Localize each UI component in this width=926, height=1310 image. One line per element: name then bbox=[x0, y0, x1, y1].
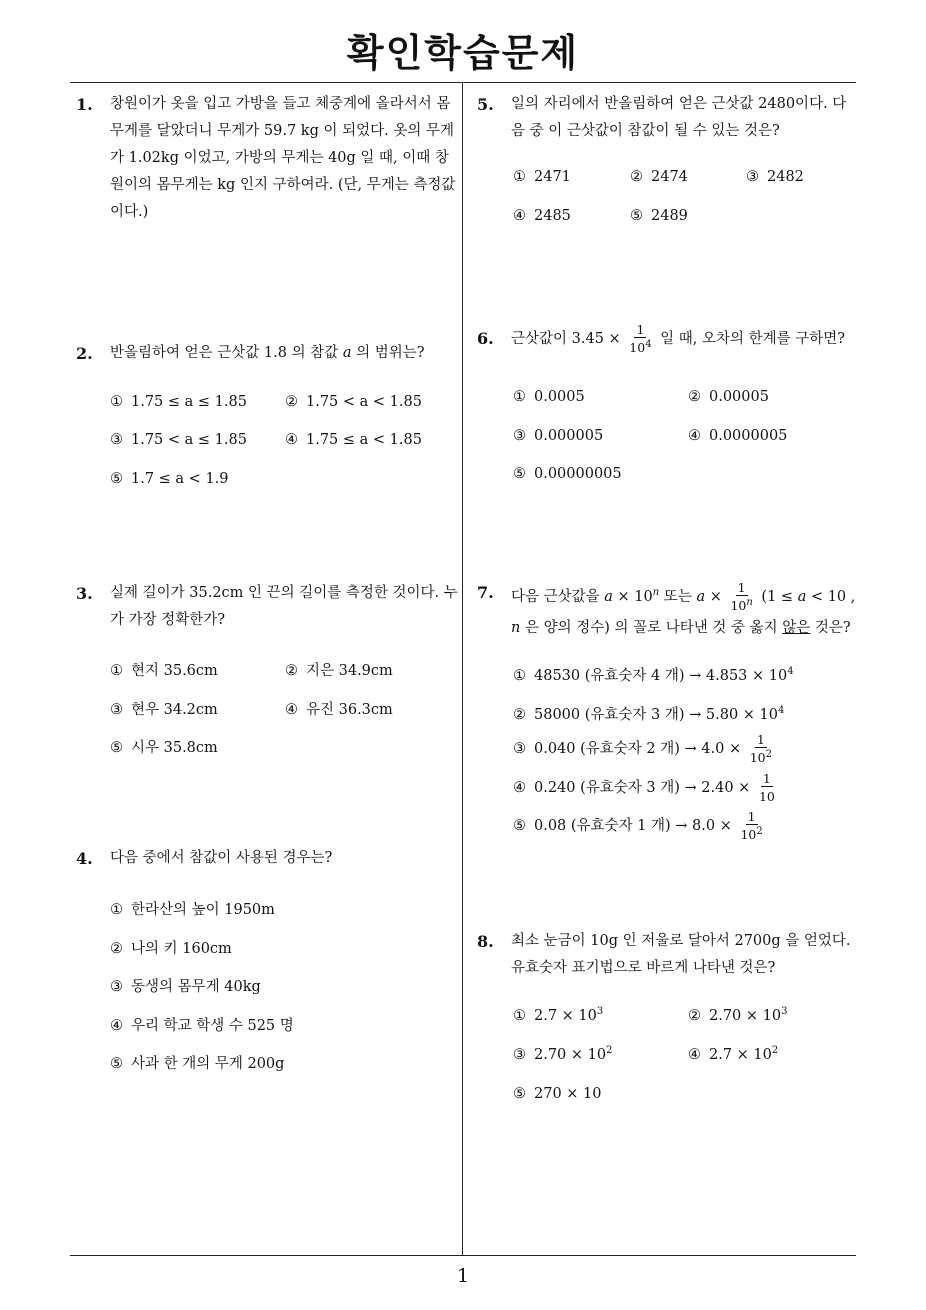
option-5[interactable]: ⑤ 사과 한 개의 무게 200g bbox=[110, 1056, 285, 1072]
option-3[interactable]: ③ 0.000005 bbox=[513, 428, 604, 444]
option-5[interactable]: ⑤ 1.7 ≤ a < 1.9 bbox=[110, 471, 229, 487]
option-2[interactable]: ② 지은 34.9cm bbox=[285, 663, 393, 679]
option-2[interactable]: ② 58000 (유효숫자 3 개) → $5.80 \times 10^4$ bbox=[513, 705, 785, 723]
option-5[interactable]: ⑤ 0.08 (유효숫자 1 개) → 8.0 × $\frac{1}{10^2}$ bbox=[513, 809, 763, 843]
question-text: 실제 길이가 35.2cm 인 끈의 길이를 측정한 것이다. 누가 가장 정확한가? bbox=[110, 585, 458, 628]
option-4[interactable]: ④ 0.240 (유효숫자 3 개) → 2.40 × $\frac{1}{10}$ bbox=[513, 771, 775, 805]
option-4[interactable]: ④ 우리 학교 학생 수 525 명 bbox=[110, 1018, 294, 1034]
question-7 bbox=[477, 578, 859, 643]
page-title: 확인학습문제 bbox=[346, 31, 580, 75]
option-4[interactable]: ④ 2485 bbox=[513, 208, 571, 224]
option-1[interactable]: ① 48530 (유효숫자 4 개) → $4.853 \times 10^4$ bbox=[513, 666, 794, 684]
page-number: 1 bbox=[456, 1265, 470, 1287]
option-1[interactable]: ① 현지 35.6cm bbox=[110, 663, 218, 679]
question-text: 근삿값이 3.45 × $\frac{1}{10^4}$ 일 때, 오차의 한계를 구하면? bbox=[511, 321, 846, 356]
option-1[interactable]: ① 1.75 ≤ a ≤ 1.85 bbox=[110, 394, 247, 410]
question-number: 5. bbox=[477, 95, 494, 114]
option-4[interactable]: ④ 유진 36.3cm bbox=[285, 702, 393, 718]
option-4[interactable]: ④ 1.75 ≤ a < 1.85 bbox=[285, 432, 422, 448]
option-3[interactable]: ③ $2.70 \times 10^2$ bbox=[513, 1045, 613, 1063]
option-2[interactable]: ② 2474 bbox=[630, 169, 688, 185]
question-1 bbox=[76, 91, 458, 226]
option-1[interactable]: ① 한라산의 높이 1950m bbox=[110, 902, 275, 918]
option-4[interactable]: ④ $2.7 \times 10^2$ bbox=[688, 1045, 779, 1063]
column-divider bbox=[462, 83, 463, 1255]
option-5[interactable]: ⑤ 270 × 10 bbox=[513, 1085, 602, 1102]
question-8 bbox=[477, 928, 859, 982]
fraction: $\frac{1}{10^2}$ bbox=[749, 732, 772, 766]
option-1[interactable]: ① 2471 bbox=[513, 169, 571, 185]
question-2 bbox=[76, 340, 458, 367]
question-text: 다음 근삿값을 $a \times 10^n$ 또는 a × $\frac{1}{10^n}$ (1 ≤ a < 10 , n 은 양의 정수) 의 꼴로 나타낸 것 중 옳지 않은 것은? bbox=[511, 579, 856, 636]
question-text: 일의 자리에서 반올림하여 얻은 근삿값 2480이다. 다음 중 이 근삿값이 참값이 될 수 있는 것은? bbox=[511, 96, 847, 139]
question-text: 다음 중에서 참값이 사용된 경우는? bbox=[110, 850, 333, 866]
option-3[interactable]: ③ 2482 bbox=[746, 169, 804, 185]
option-3[interactable]: ③ 0.040 (유효숫자 2 개) → 4.0 × $\frac{1}{10^2}$ bbox=[513, 732, 772, 766]
question-number: 3. bbox=[76, 584, 93, 603]
option-3[interactable]: ③ 동생의 몸무게 40kg bbox=[110, 979, 261, 995]
top-rule bbox=[70, 82, 856, 83]
option-5[interactable]: ⑤ 2489 bbox=[630, 208, 688, 224]
question-4 bbox=[76, 845, 458, 872]
fraction: $\frac{1}{10^4}$ bbox=[629, 321, 652, 356]
option-2[interactable]: ② 0.00005 bbox=[688, 389, 769, 405]
option-5[interactable]: ⑤ 0.00000005 bbox=[513, 466, 622, 482]
question-6 bbox=[477, 322, 859, 356]
option-2[interactable]: ② $2.70 \times 10^3$ bbox=[688, 1006, 788, 1024]
option-1[interactable]: ① $2.7 \times 10^3$ bbox=[513, 1006, 604, 1024]
fraction: $\frac{1}{10^n}$ bbox=[730, 579, 753, 613]
option-1[interactable]: ① 0.0005 bbox=[513, 389, 585, 405]
fraction: $\frac{1}{10}$ bbox=[758, 771, 775, 805]
option-3[interactable]: ③ 현우 34.2cm bbox=[110, 702, 218, 718]
option-4[interactable]: ④ 0.0000005 bbox=[688, 428, 788, 444]
option-5[interactable]: ⑤ 시우 35.8cm bbox=[110, 740, 218, 756]
option-2[interactable]: ② 나의 키 160cm bbox=[110, 941, 232, 957]
question-number: 6. bbox=[477, 329, 494, 348]
question-text: 창원이가 옷을 입고 가방을 들고 체중계에 올라서서 몸무게를 달았더니 무게가 59.7 kg 이 되었다. 옷의 무게가 1.02kg 이었고, 가방의 무게는 40g 일 때, 이때 창원이의 몸무게는 kg 인지 구하여라. (단, 무게는 측정값이다.) bbox=[110, 96, 456, 220]
question-number: 7. bbox=[477, 583, 494, 602]
question-text: 최소 눈금이 10g 인 저울로 달아서 2700g 을 얻었다. 유효숫자 표기법으로 바르게 나타낸 것은? bbox=[511, 933, 851, 976]
option-2[interactable]: ② 1.75 < a < 1.85 bbox=[285, 394, 422, 410]
option-3[interactable]: ③ 1.75 < a ≤ 1.85 bbox=[110, 432, 247, 448]
bottom-rule bbox=[70, 1255, 856, 1256]
question-number: 1. bbox=[76, 95, 93, 114]
question-text: 반올림하여 얻은 근삿값 1.8 의 참값 a 의 범위는? bbox=[110, 345, 425, 361]
question-number: 8. bbox=[477, 932, 494, 951]
fraction: $\frac{1}{10^2}$ bbox=[740, 809, 763, 843]
question-3 bbox=[76, 580, 458, 634]
question-number: 4. bbox=[76, 849, 93, 868]
question-5 bbox=[477, 91, 859, 145]
question-number: 2. bbox=[76, 344, 93, 363]
